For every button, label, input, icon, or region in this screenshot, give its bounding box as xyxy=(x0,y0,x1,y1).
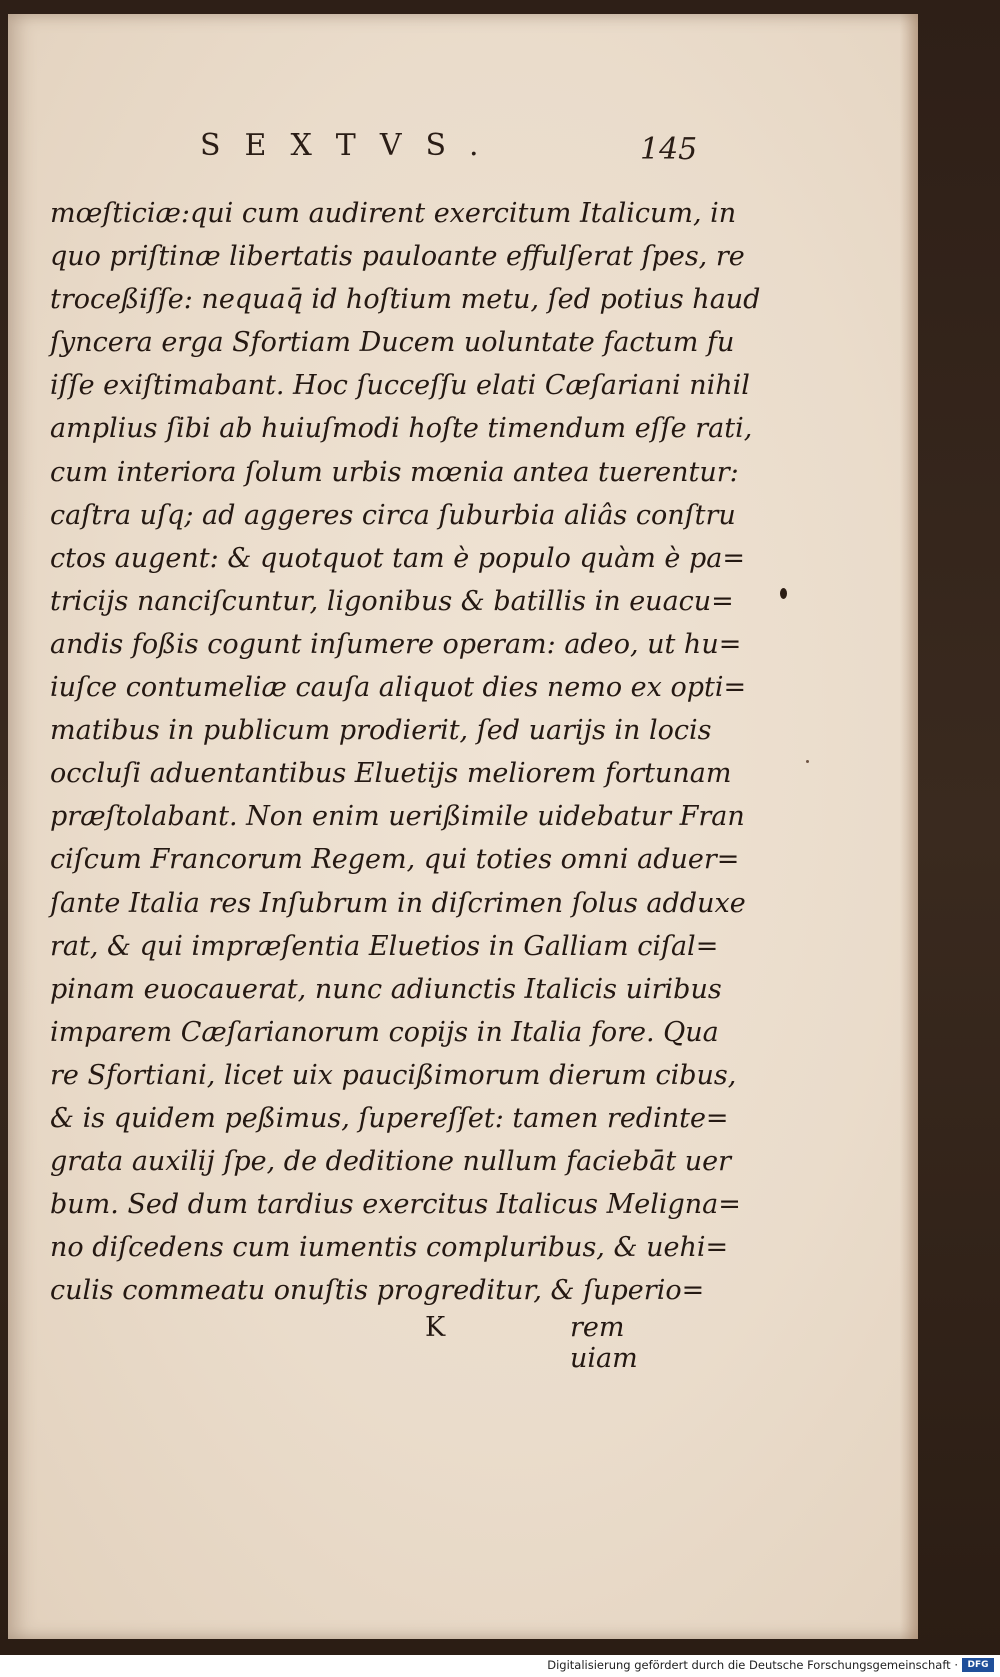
text-line: no diſcedens cum iumentis compluribus, & uehi= xyxy=(50,1232,729,1264)
signature-mark: K xyxy=(425,1312,446,1343)
text-line: præſtolabant. Non enim uerißimile uidebatur Fran xyxy=(50,801,745,833)
margin-ink-speck xyxy=(806,760,809,763)
text-line: pinam euocauerat, nunc adiunctis Italicis uiribus xyxy=(50,973,722,1005)
text-line: ciſcum Francorum Regem, qui toties omni aduer= xyxy=(50,844,740,876)
text-line: culis commeatu onuſtis progreditur, & ſuperio= xyxy=(50,1275,705,1307)
text-line: mœſticiæ:qui cum audirent exercitum Italicum, in xyxy=(50,198,737,229)
text-line: ſyncera erga Sfortiam Ducem uoluntate factum fu xyxy=(50,327,735,359)
catchword: rem uiam xyxy=(570,1312,638,1374)
running-title: SEXTVS. xyxy=(200,128,503,163)
text-line: caſtra uſq; ad aggeres circa ſuburbia aliâs conſtru xyxy=(50,499,736,531)
text-line: grata auxilij ſpe, de deditione nullum faciebāt uer xyxy=(50,1146,732,1178)
text-line: rat, & qui impræſentia Eluetios in Galliam ciſal= xyxy=(50,930,719,962)
page-header xyxy=(0,128,1000,168)
dfg-logo: DFG xyxy=(962,1658,994,1672)
text-line: amplius ſibi ab huiuſmodi hoſte timendum eſſe rati, xyxy=(50,413,753,445)
text-line: re Sfortiani, licet uix paucißimorum dierum cibus, xyxy=(50,1059,737,1091)
margin-ink-spot xyxy=(780,588,787,599)
text-line: iuſce contumeliæ cauſa aliquot dies nemo ex opti= xyxy=(50,672,747,704)
text-line: imparem Cæſarianorum copijs in Italia fore. Qua xyxy=(50,1016,719,1048)
page-edge-stain xyxy=(900,14,918,1639)
text-line: & is quidem peßimus, ſupereſſet: tamen redinte= xyxy=(50,1102,729,1134)
text-line: bum. Sed dum tardius exercitus Italicus Meligna= xyxy=(50,1189,741,1221)
text-line: andis foßis cogunt inſumere operam: adeo, ut hu= xyxy=(50,628,742,660)
page-number: 145 xyxy=(640,132,698,167)
text-line: occluſi aduentantibus Eluetijs meliorem fortunam xyxy=(50,758,732,790)
text-line: cum interiora ſolum urbis mœnia antea tuerentur: xyxy=(50,456,739,488)
text-line: ctos augent: & quotquot tam è populo quàm è pa= xyxy=(50,542,745,574)
text-line: tricijs nanciſcuntur, ligonibus & batillis in euacu= xyxy=(50,585,734,617)
page-footer xyxy=(50,1308,700,1374)
digitization-credit-bar xyxy=(0,1655,1000,1677)
text-line: iſſe exiſtimabant. Hoc ſucceſſu elati Cæſariani nihil xyxy=(50,370,750,402)
text-line: quo priſtinæ libertatis pauloante effulſerat ſpes, re xyxy=(50,241,745,273)
text-line: ſante Italia res Inſubrum in diſcrimen ſolus adduxe xyxy=(50,887,746,919)
text-line: matibus in publicum prodierit, ſed uarijs in locis xyxy=(50,715,712,747)
text-line: troceßiſſe: nequaq̄ id hoſtium metu, ſed potius haud xyxy=(50,284,761,316)
dfg-credit-text: Digitalisierung gefördert durch die Deutsche Forschungsgemeinschaft · xyxy=(547,1658,958,1672)
body-text xyxy=(50,192,761,1312)
